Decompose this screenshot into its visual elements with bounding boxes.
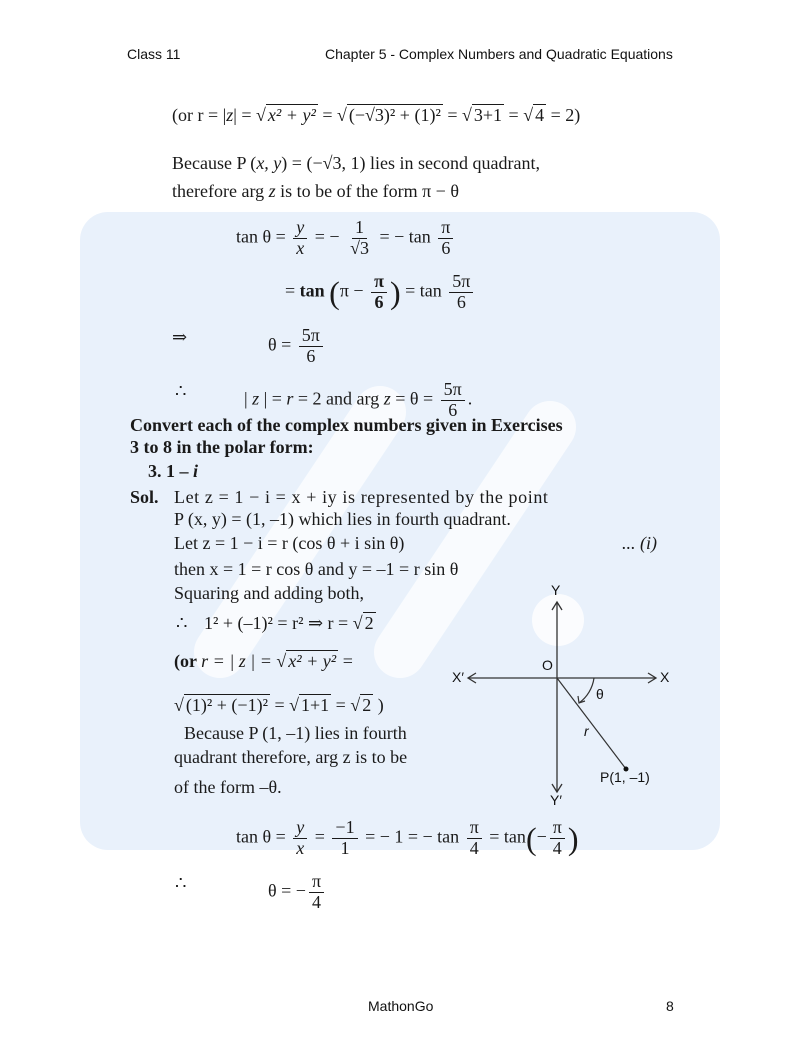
therefore-symbol-2: ∴: [176, 613, 188, 633]
origin-label: O: [542, 657, 553, 673]
solution-line-10: quadrant therefore, arg z is to be: [174, 747, 408, 767]
solution-line-1: Let z = 1 − i = x + iy is represented by the point: [174, 487, 549, 507]
solution-line-9: Because P (1, –1) lies in fourth: [184, 723, 407, 743]
solution-line-2: P (x, y) = (1, –1) which lies in fourth quadrant.: [174, 509, 511, 529]
final-theta-line: θ = − $\frac{\pi}{4}$: [268, 872, 327, 913]
y-axis-label: Y: [551, 582, 561, 598]
solution-line-11: of the form –θ.: [174, 777, 282, 797]
second-quadrant-line: Because P (x, y) = (−√3, 1) lies in second quadrant,: [172, 153, 540, 173]
theta-equals-line: θ = $\frac{5\pi}{6}$: [268, 326, 326, 367]
solution-line-3: Let z = 1 − i = r (cos θ + i sin θ): [174, 533, 405, 553]
sqrt-symbol: √: [256, 105, 266, 125]
modulus-arg-result: | z | = r = 2 and arg z = θ = $\frac{5\pi}{6}$ .: [244, 379, 473, 420]
question-3: 3. 1 – i: [148, 461, 199, 481]
therefore-symbol-3: ∴: [175, 873, 187, 893]
header-class-label: Class 11: [127, 46, 181, 62]
x-axis-label: X: [660, 669, 670, 685]
header-chapter-title: Chapter 5 - Complex Numbers and Quadratic Equations: [325, 46, 673, 62]
argand-diagram: [450, 580, 690, 815]
therefore-symbol: ∴: [175, 381, 187, 401]
axes-figure: [450, 580, 690, 810]
r-label: r: [584, 723, 589, 739]
tan-theta-line-1: tan θ = $\frac{y}{x}$ = − $\frac{1}{√3}$ = − tan $\frac{\pi}{6}$: [236, 218, 456, 259]
y-prime-axis-label: Y′: [550, 792, 562, 808]
equation-ref: ... (i): [622, 533, 657, 553]
solution-line-6: 1² + (–1)² = r² ⇒ r = √ 2: [204, 613, 374, 633]
exercise-heading-line-1: Convert each of the complex numbers given in Exercises: [130, 415, 563, 435]
modulus-line: (or r = |z| = √ x² + y² = √ (−√3)² + (1)² = √ 3+1 = √ 4 = 2): [172, 105, 581, 125]
tan-theta-line-2: = tan (π − $\frac{\pi}{6}$ ) = tan $\frac{5\pi}{6}$: [285, 272, 476, 313]
x-prime-axis-label: X′: [452, 669, 464, 685]
tan-theta-line-3: tan θ = $\frac{y}{x}$ = $\frac{-1}{1}$ = − 1 = − tan $\frac{\pi}{4}$ = tan(− $\frac{\pi}{4}$ ): [236, 817, 579, 858]
solution-line-4: then x = 1 = r cos θ and y = –1 = r sin θ: [174, 559, 459, 579]
theta-label: θ: [596, 686, 604, 702]
solution-label: Sol.: [130, 487, 159, 507]
arg-form-line: therefore arg z is to be of the form π − θ: [172, 181, 459, 201]
solution-line-5: Squaring and adding both,: [174, 583, 364, 603]
footer-brand: MathonGo: [368, 998, 434, 1014]
point-p-label: P(1, –1): [600, 769, 650, 785]
solution-line-7: (or r = | z | = √ x² + y² =: [174, 651, 353, 671]
solution-line-8: √ (1)² + (−1)² = √ 1+1 = √ 2 ): [174, 695, 384, 715]
implies-symbol: ⇒: [172, 327, 188, 347]
exercise-heading-line-2: 3 to 8 in the polar form:: [130, 437, 314, 457]
page-number: 8: [666, 998, 674, 1014]
